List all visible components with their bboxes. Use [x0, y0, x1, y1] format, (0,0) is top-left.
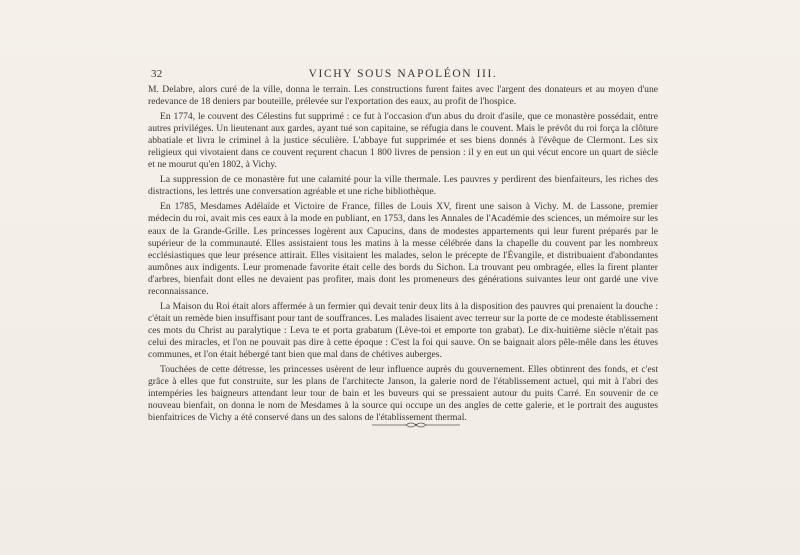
paragraph: M. Delabre, alors curé de la ville, donna le terrain. Les constructions furent faites avec l'argent des donateurs et au moyen d'une redevance de 18 deniers par bouteille, prélevée sur l'exportation des eaux, au profit de l'hospice.: [148, 84, 658, 108]
paragraph: En 1774, le couvent des Célestins fut supprimé : ce fut à l'occasion d'un abus du droit d'asile, que ce monastère possédait, entre autres priviléges. Un lieutenant aux gardes, ayant tué son capitaine, se réfugia dans le couvent. Mais le prévôt du roi força la clôture abbatiale et livra le criminel à la justice séculière. L'abbaye fut supprimée et ses biens donnés à l'évêque de Clermont. Les six religieux qui vivotaient dans ce couvent reçurent chacun 1 800 livres de pension : il y en eut un qui vécut encore un quart de siècle et ne mourut qu'en 1802, à Vichy.: [148, 111, 658, 171]
paragraph: La suppression de ce monastère fut une calamité pour la ville thermale. Les pauvres y perdirent des bienfaiteurs, les riches des distractions, les lettrés une conversation agréable et une riche bibliothèque.: [148, 174, 658, 198]
paragraph: En 1785, Mesdames Adélaïde et Victoire de France, filles de Louis XV, firent une saison à Vichy. M. de Lassone, premier médecin du roi, avait mis ces eaux à la mode en publiant, en 1753, dans les Annales de l'Académie des sciences, un mémoire sur les eaux de la Grande-Grille. Les princesses logèrent aux Capucins, dans de modestes appartements qui leur furent préparés par le supérieur de la communauté. Elles assistaient tous les matins à la messe célébrée dans la chapelle du couvent par les nombreux ecclésiastiques que leur présence attirait. Elles visitaient les malades, selon le précepte de l'Évangile, et distribuaient d'abondantes aumônes aux indigents. Leur promenade favorite était celle des bords du Sichon. La trouvant peu ombragée, elles la firent planter d'arbres, bienfait dont elles ne devaient pas profiter, mais dont les promeneurs des générations suivantes leur ont gardé une vive reconnaissance.: [148, 201, 658, 297]
page-header: [147, 68, 659, 84]
paragraph: La Maison du Roi était alors affermée à un fermier qui devait tenir deux lits à la disposition des pauvres qui prenaient la douche : c'était un remède bien insuffisant pour tant de souffrances. Les malades lisaient avec terreur sur la porte de ce modeste établissement ces mots du Christ au paralytique : Leva te et porta grabatum (Lève-toi et emporte ton grabat). Le dix-huitième siècle n'était pas celui des miracles, et l'on ne pouvait pas dire à cette époque : C'est la foi qui sauve. On se baignait alors pêle-mêle dans les étuves communes, et l'on était hébergé tant bien que mal dans de chétives auberges.: [148, 300, 658, 360]
page-number: 32: [151, 68, 163, 80]
decorative-ornament-icon: [370, 421, 462, 429]
running-title: VICHY SOUS NAPOLÉON III.: [308, 68, 498, 80]
body-text: [148, 84, 658, 427]
paragraph: Touchées de cette détresse, les princesses usèrent de leur influence auprès du gouvernement. Elles obtinrent des fonds, et c'est grâce à elles que fut construite, sur les plans de l'architecte Janson, la galerie nord de l'établissement actuel, qui mit à l'abri des intempéries les baigneurs attendant leur tour de bain et les buveurs qui se pressaient autour du puits Carré. En souvenir de ce nouveau bienfait, on donna le nom de Mesdames à la source qui occupe un des angles de cette galerie, et le portrait des augustes bienfaitrices de Vichy a été conservé dans un des salons de l'établissement thermal.: [148, 364, 658, 424]
